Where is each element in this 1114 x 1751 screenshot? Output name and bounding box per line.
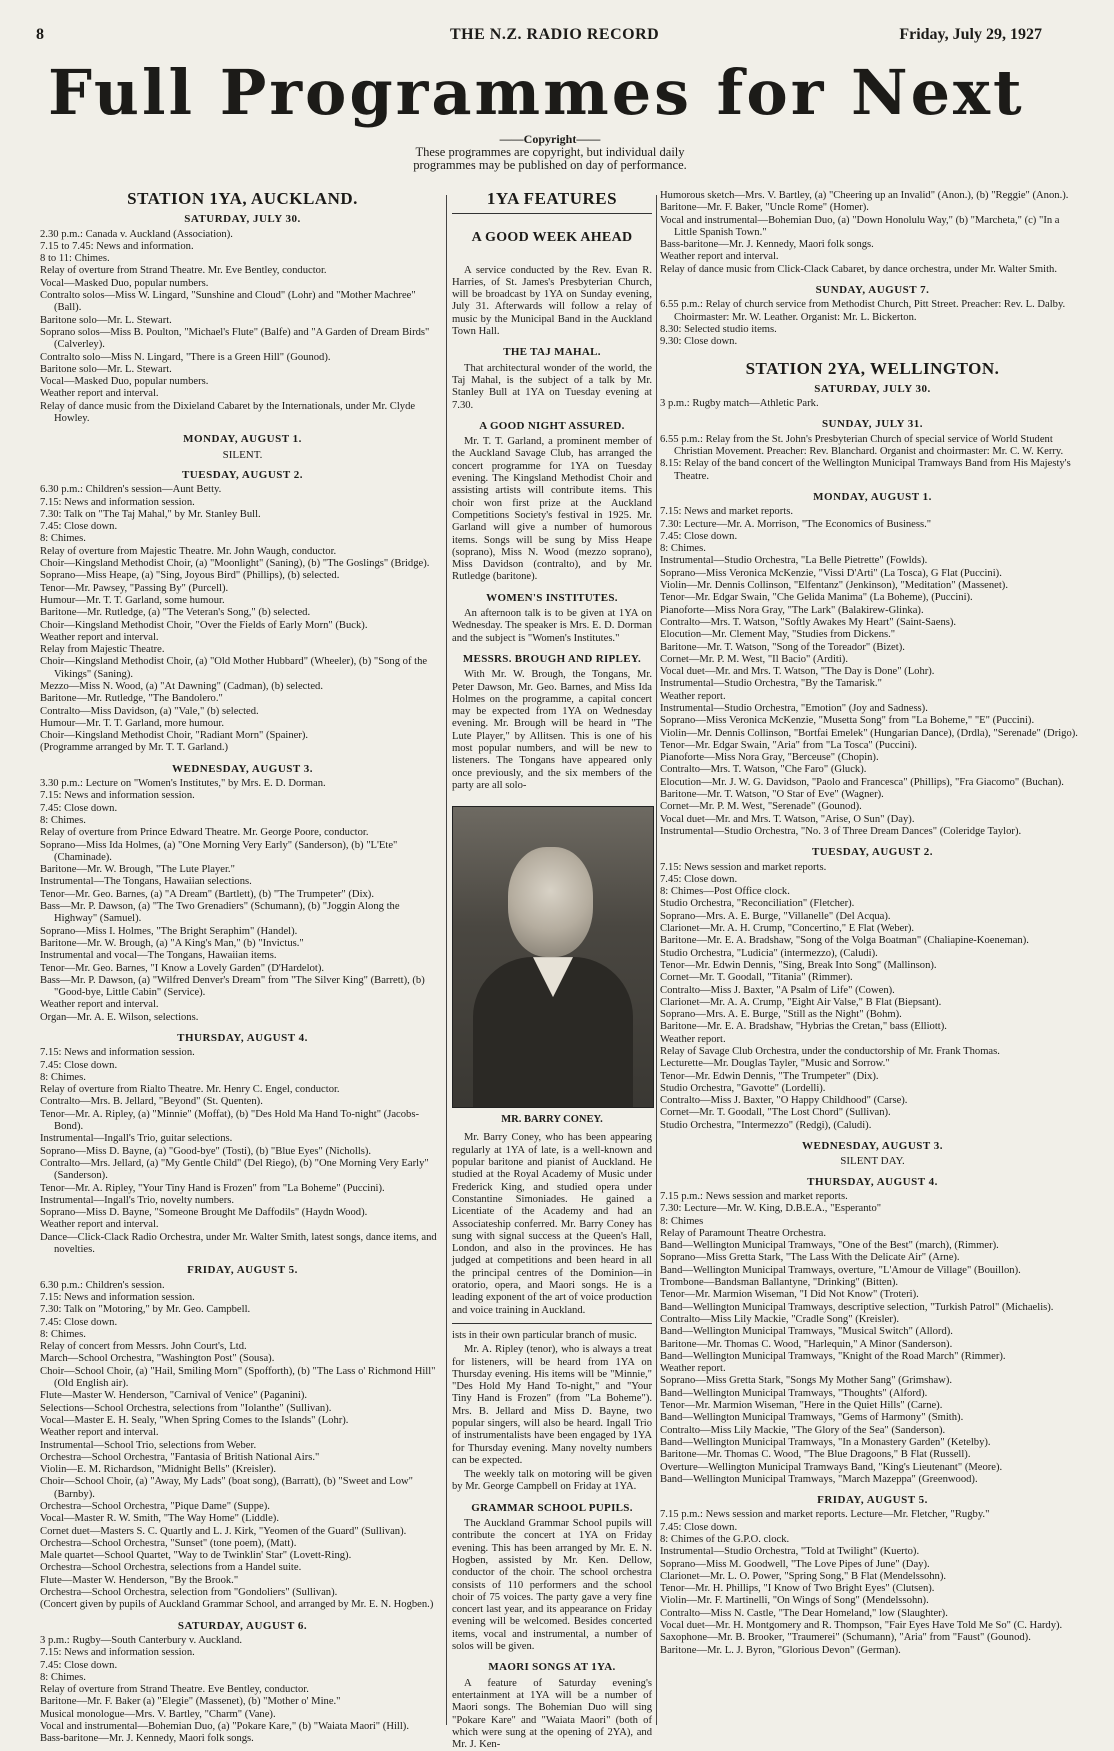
programme-line: Baritone—Mr. W. Brough, (a) "A King's Man," (b) "Invictus." xyxy=(40,937,304,949)
programme-line: Orchestra—School Orchestra, "Fantasia of British National Airs." xyxy=(40,1451,320,1463)
programme-line: Soprano—Miss Heape, (a) "Sing, Joyous Bird" (Phillips), (b) selected. xyxy=(40,570,340,582)
programme-line: Baritone—Mr. Rutledge, (a) "The Veteran's Song," (b) selected. xyxy=(40,607,311,619)
programme-line: 7.15 p.m.: News session and market reports. Lecture—Mr. Fletcher, "Rugby." xyxy=(660,1509,990,1521)
1ya-saturday-continued xyxy=(660,190,1085,276)
programme-line: Contralto—Miss Davidson, (a) "Vale," (b) selected. xyxy=(40,705,259,717)
programme-line: Tenor—Mr. Geo. Barnes, "I Know a Lovely Garden" (D'Hardelot). xyxy=(40,962,324,974)
programme-line: Instrumental—Ingall's Trio, novelty numbers. xyxy=(40,1194,235,1206)
programme-line: Relay of dance music from the Dixieland Cabaret by the Internationals, under Mr. Clyde Howley. xyxy=(40,400,416,425)
programme-line: Weather report. xyxy=(660,1033,726,1045)
programme-line: Humour—Mr. T. T. Garland, more humour. xyxy=(40,717,224,729)
programme-line: Choir—Kingsland Methodist Choir, (a) "Moonlight" (Saning), (b) "The Goslings" (Bridge). xyxy=(40,558,430,570)
column-1ya-programme xyxy=(40,189,445,1745)
programme-line: Clarionet—Mr. A. H. Crump, "Concertino," E Flat (Weber). xyxy=(660,923,915,935)
programme-line: Elocution—Mr. J. W. G. Davidson, "Paolo and Francesca" (Phillips), "Fra Giacomo" (Buchan). xyxy=(660,776,1064,788)
features-title: 1YA FEATURES xyxy=(486,189,618,208)
programme-days-2ya xyxy=(660,383,1085,1657)
section-heading: MESSRS. BROUGH AND RIPLEY. xyxy=(462,652,642,665)
day-heading: MONDAY, AUGUST 1. xyxy=(183,433,302,446)
programme-line: Selections—School Orchestra, selections from "Iolanthe" (Sullivan). xyxy=(40,1402,332,1414)
programme-line: Violin—E. M. Richardson, "Midnight Bells" (Kreisler). xyxy=(40,1464,277,1476)
programme-line: Weather report and interval. xyxy=(40,388,159,400)
station-heading-1ya: STATION 1YA, AUCKLAND. xyxy=(127,189,358,208)
programme-line: Vocal—Masked Duo, popular numbers. xyxy=(40,277,209,289)
programme-line: Relay of concert from Messrs. John Court's, Ltd. xyxy=(40,1341,247,1353)
programme-line: Soprano—Miss I. Holmes, "The Bright Seraphim" (Handel). xyxy=(40,925,298,937)
programme-line: Contralto—Mrs. B. Jellard, "Beyond" (St. Quenten). xyxy=(40,1096,263,1108)
programme-line: Mezzo—Miss N. Wood, (a) "At Dawning" (Cadman), (b) selected. xyxy=(40,680,323,692)
programme-line: Relay of overture from Majestic Theatre. Mr. John Waugh, conductor. xyxy=(40,545,337,557)
programme-line: Soprano—Miss D. Bayne, "Someone Brought Me Daffodils" (Haydn Wood). xyxy=(40,1207,368,1219)
programme-line: 6.55 p.m.: Relay of church service from Methodist Church, Pitt Street. Preacher: Rev. L. Dalby. Choirmaster: Mr. W. Leather. Organist: Mr. L. Bickerton. xyxy=(660,299,1066,323)
programme-line: Tenor—Mr. Marmion Wiseman, "Here in the Quiet Hills" (Carne). xyxy=(660,1400,943,1412)
programme-line: 8: Chimes of the G.P.O. clock. xyxy=(660,1533,790,1545)
programme-line: Cornet—Mr. P. M. West, "Serenade" (Gounod). xyxy=(660,801,862,813)
programme-line: Instrumental—School Trio, selections from Weber. xyxy=(40,1439,257,1451)
programme-line: Baritone solo—Mr. L. Stewart. xyxy=(40,363,172,375)
programme-line: Studio Orchestra, "Ludicia" (intermezzo), (Caludi). xyxy=(660,947,878,959)
programme-line: Instrumental—Studio Orchestra, "La Belle Pietrette" (Fowlds). xyxy=(660,555,928,567)
section-heading: GRAMMAR SCHOOL PUPILS. xyxy=(471,1501,633,1514)
programme-line: Relay of Paramount Theatre Orchestra. xyxy=(660,1227,827,1239)
programme-line: 3.30 p.m.: Lecture on "Women's Institutes," by Mrs. E. D. Dorman. xyxy=(40,778,326,790)
day-heading: SUNDAY, JULY 31. xyxy=(821,418,924,431)
programme-line: Orchestra—School Orchestra, "Sunset" (tone poem), (Matt). xyxy=(40,1537,297,1549)
programme-line: Orchestra—School Orchestra, selections from a Handel suite. xyxy=(40,1562,302,1574)
programme-line: Vocal—Master E. H. Sealy, "When Spring Comes to the Islands" (Lohr). xyxy=(40,1414,349,1426)
programme-line: Baritone—Mr. W. Brough, "The Lute Player." xyxy=(40,864,235,876)
programme-line: Weather report. xyxy=(660,690,726,702)
programme-line: Soprano—Mrs. A. E. Burge, "Villanelle" (Del Acqua). xyxy=(660,910,891,922)
day-heading: SATURDAY, JULY 30. xyxy=(184,213,301,226)
programme-line: Bass-baritone—Mr. J. Kennedy, Maori folk songs. xyxy=(660,239,874,251)
programme-line: Instrumental—Studio Orchestra, "Told at Twilight" (Kuerto). xyxy=(660,1546,920,1558)
programme-line: Choir—Kingsland Methodist Choir, "Over the Fields of Early Morn" (Buck). xyxy=(40,619,368,631)
programme-line: Contralto—Mrs. T. Watson, "Softly Awakes My Heart" (Saint-Saens). xyxy=(660,616,957,628)
programme-line: Contralto—Miss Lily Mackie, "The Glory of the Sea" (Sanderson). xyxy=(660,1424,946,1436)
programme-line: 7.30: Lecture—Mr. W. King, D.B.E.A., "Esperanto" xyxy=(660,1203,882,1215)
article-paragraph: With Mr. W. Brough, the Tongans, Mr. Peter Dawson, Mr. Geo. Barnes, and Miss Ida Holmes on the programme, a capital concert may be expected from 1YA on Wednesday evening. Mr. Brough will be heard in "The Lute Player," by Allitsen. This is one of his most popular numbers, and will be new to listeners. The Tongans have appeared only once previously, and the six members of the party are all solo- xyxy=(452,669,652,791)
programme-line: 7.15: News and information session. xyxy=(40,1647,195,1659)
photo-caption: MR. BARRY CONEY. xyxy=(501,1114,603,1126)
day-heading: FRIDAY, AUGUST 5. xyxy=(187,1264,298,1277)
programme-line: Soprano—Miss Veronica McKenzie, "Musetta Song" from "La Boheme," "E" (Puccini). xyxy=(660,715,1035,727)
programme-line: 8: Chimes. xyxy=(40,1328,86,1340)
programme-line: Contralto—Miss N. Castle, "The Dear Homeland," low (Slaughter). xyxy=(660,1607,948,1619)
page-header xyxy=(30,26,1042,46)
programme-line: Contralto—Mrs. T. Watson, "Che Faro" (Gluck). xyxy=(660,764,867,776)
programme-line: Vocal—Master R. W. Smith, "The Way Home" (Liddle). xyxy=(40,1513,279,1525)
programme-line: 7.45: Close down. xyxy=(40,802,118,814)
programme-line: Band—Wellington Municipal Tramways, "Thoughts" (Alford). xyxy=(660,1387,928,1399)
programme-line: Humorous sketch—Mrs. V. Bartley, (a) "Cheering up an Invalid" (Anon.), (b) "Reggie" (Anon.). xyxy=(660,190,1069,201)
programme-line: 7.15 p.m.: News session and market reports. xyxy=(660,1190,848,1202)
programme-line: Soprano—Mrs. A. E. Burge, "Still as the Night" (Bohm). xyxy=(660,1009,902,1021)
programme-line: Vocal and instrumental—Bohemian Duo, (a) "Down Honolulu Way," (b) "Marcheta," (c) "In a Little Spanish Town." xyxy=(660,214,1060,238)
programme-line: 7.45: Close down. xyxy=(40,1316,118,1328)
programme-line: Pianoforte—Miss Nora Gray, "Berceuse" (Chopin). xyxy=(660,752,879,764)
programme-line: Flute—Master W. Henderson, "Carnival of Venice" (Paganini). xyxy=(40,1390,308,1402)
programme-line: 7.45: Close down. xyxy=(40,521,118,533)
programme-line: 7.15: News session and market reports. xyxy=(660,861,827,873)
programme-line: Tenor—Mr. Edwin Dennis, "Sing, Break Into Song" (Mallinson). xyxy=(660,959,937,971)
programme-line: Studio Orchestra, "Intermezzo" (Redgi), (Caludi). xyxy=(660,1119,872,1131)
programme-line: Soprano—Miss Veronica McKenzie, "Vissi D'Arti" (La Tosca), G Flat (Puccini). xyxy=(660,567,1002,579)
article-paragraph: An afternoon talk is to be given at 1YA on Wednesday. The speaker is Mrs. E. D. Dorman and the subject is "Women's Institutes." xyxy=(452,608,652,644)
programme-line: Bass—Mr. P. Dawson, (a) "Wilfred Denver's Dream" from "The Silver King" (Barrett), (b) "Good-bye, Little Cabin" (Service). xyxy=(40,974,425,999)
programme-line: 7.15: News and information session. xyxy=(40,790,195,802)
day-heading: FRIDAY, AUGUST 5. xyxy=(817,1494,928,1507)
programme-line: Instrumental—Studio Orchestra, "Emotion" (Joy and Sadness). xyxy=(660,702,928,714)
portrait-face xyxy=(508,847,593,957)
programme-line: Vocal duet—Mr. H. Montgomery and R. Thompson, "Fair Eyes Have Told Me So" (C. Hardy). xyxy=(660,1620,1063,1632)
programme-line: Tenor—Mr. H. Phillips, "I Know of Two Bright Eyes" (Clutsen). xyxy=(660,1583,935,1595)
programme-line: 7.45: Close down. xyxy=(660,530,738,542)
programme-line: 8: Chimes. xyxy=(40,814,86,826)
column-rule-right xyxy=(656,195,657,1725)
programme-line: Trombone—Bandsman Ballantyne, "Drinking" (Bitten). xyxy=(660,1277,899,1289)
copyright-notice xyxy=(320,133,780,172)
programme-line: Relay of overture from Strand Theatre. Mr. Eve Bentley, conductor. xyxy=(40,265,327,277)
programme-line: Soprano—Miss Gretta Stark, "Songs My Mother Sang" (Grimshaw). xyxy=(660,1375,953,1387)
programme-line: Weather report and interval. xyxy=(40,999,159,1011)
programme-line: 8: Chimes xyxy=(660,1215,704,1227)
programme-line: Band—Wellington Municipal Tramways, "Knight of the Road March" (Rimmer). xyxy=(660,1350,1006,1362)
programme-line: Instrumental—Studio Orchestra, "By the Tamarisk." xyxy=(660,678,882,690)
programme-line: Lecturette—Mr. Douglas Tayler, "Music and Sorrow." xyxy=(660,1058,890,1070)
programme-line: Weather report and interval. xyxy=(40,1219,159,1231)
silent-notice: SILENT DAY. xyxy=(840,1155,905,1168)
programme-line: Orchestra—School Orchestra, selection from "Gondoliers" (Sullivan). xyxy=(40,1587,338,1599)
programme-line: Baritone—Mr. L. J. Byron, "Glorious Devon" (German). xyxy=(660,1644,901,1656)
programme-line: Instrumental—The Tongans, Hawaiian selections. xyxy=(40,876,252,888)
features-subtitle: A GOOD WEEK AHEAD xyxy=(471,230,633,246)
programme-line: 7.15: News and market reports. xyxy=(660,506,793,518)
programme-line: Choir—School Choir, (a) "Hail, Smiling Morn" (Spofforth), (b) "The Lass o' Richmond Hill" (Old English air). xyxy=(40,1365,436,1390)
divider xyxy=(452,1323,652,1324)
programme-line: Tenor—Mr. Geo. Barnes, (a) "A Dream" (Bartlett), (b) "The Trumpeter" (Dix). xyxy=(40,888,374,900)
programme-line: Tenor—Mr. Pawsey, "Passing By" (Purcell). xyxy=(40,582,229,594)
programme-line: Humour—Mr. T. T. Garland, some humour. xyxy=(40,594,225,606)
programme-line: 8: Chimes. xyxy=(40,533,86,545)
programme-line: Instrumental—Studio Orchestra, "No. 3 of Three Dream Dances" (Coleridge Taylor). xyxy=(660,825,1022,837)
programme-line: Studio Orchestra, "Gavotte" (Lordelli). xyxy=(660,1082,826,1094)
programme-line: 8: Chimes. xyxy=(40,1071,86,1083)
programme-line: 8: Chimes—Post Office clock. xyxy=(660,886,790,898)
programme-line: Saxophone—Mr. B. Brooker, "Traumerei" (Schumann), "Aria" from "Faust" (Gounod). xyxy=(660,1632,1031,1644)
programme-line: Cornet—Mr. T. Goodall, "Titania" (Rimmer). xyxy=(660,972,853,984)
programme-line: March—School Orchestra, "Washington Post" (Sousa). xyxy=(40,1353,275,1365)
1ya-sunday-lines xyxy=(660,299,1085,348)
programme-line: Contralto—Miss Lily Mackie, "Cradle Song" (Kreisler). xyxy=(660,1313,900,1325)
programme-line: 6.55 p.m.: Relay from the St. John's Presbyterian Church of special service of World Student Christian Movement. Preacher: Rev. Blanchard. Organist and choirmaster: Mr. C. W. Kerry. xyxy=(660,433,1064,458)
programme-line: Overture—Wellington Municipal Tramways Band, "King's Lieutenant" (Meore). xyxy=(660,1461,1003,1473)
programme-line: 7.15: News and information session. xyxy=(40,496,195,508)
programme-line: Soprano—Miss Gretta Stark, "The Lass With the Delicate Air" (Arne). xyxy=(660,1252,960,1264)
programme-line: 7.15 to 7.45: News and information. xyxy=(40,240,194,252)
programme-line: Organ—Mr. A. E. Wilson, selections. xyxy=(40,1011,199,1023)
day-heading: SATURDAY, JULY 30. xyxy=(814,382,931,395)
programme-line: Instrumental—Ingall's Trio, guitar selections. xyxy=(40,1133,233,1145)
programme-line: Orchestra—School Orchestra, "Pique Dame" (Suppe). xyxy=(40,1500,270,1512)
copyright-line-2: programmes may be published on day of performance. xyxy=(413,158,687,172)
programme-line: Weather report. xyxy=(660,1363,726,1375)
programme-line: Violin—Mr. F. Martinelli, "On Wings of Song" (Mendelssohn). xyxy=(660,1595,929,1607)
day-heading: WEDNESDAY, AUGUST 3. xyxy=(801,1140,944,1153)
day-heading: SATURDAY, AUGUST 6. xyxy=(177,1619,308,1632)
programme-line: Soprano—Miss D. Bayne, (a) "Good-bye" (Tosti), (b) "Blue Eyes" (Nicholls). xyxy=(40,1145,372,1157)
programme-line: Cornet duet—Masters S. C. Quartly and L. J. Kirk, "Yeomen of the Guard" (Sullivan). xyxy=(40,1525,407,1537)
programme-line: Baritone—Mr. Rutledge, "The Bandolero." xyxy=(40,693,223,705)
article-paragraph: The Auckland Grammar School pupils will contribute the concert at 1YA on Friday evening. This has been arranged by Mr. E. N. Hogben, assisted by Mr. Ken. Dellow, conductor of the choir. The school orchestra consists of 110 performers and the school choir of 75 voices. The party gave a very fine concert last year, and its appearance on Friday evening will be welcomed. Besides concerted items, vocal and instrumental, a number of solos will be given. xyxy=(452,1518,652,1653)
programme-line: Weather report and interval. xyxy=(40,631,159,643)
programme-line: Tenor—Mr. Edgar Swain, "Aria" from "La Tosca" (Puccini). xyxy=(660,739,917,751)
day-heading: TUESDAY, AUGUST 2. xyxy=(811,846,934,859)
divider xyxy=(452,213,652,214)
silent-notice: SILENT. xyxy=(222,448,263,461)
programme-line: 7.45: Close down. xyxy=(40,1059,118,1071)
programme-line: Contralto—Miss J. Baxter, "A Psalm of Life" (Cowen). xyxy=(660,984,895,996)
programme-line: Choir—Kingsland Methodist Choir, (a) "Old Mother Hubbard" (Wheeler), (b) "Song of the Vikings" (Saning). xyxy=(40,656,428,680)
programme-line: Baritone—Mr. F. Baker, "Uncle Rome" (Homer). xyxy=(660,202,869,214)
programme-line: 8: Chimes. xyxy=(40,1671,86,1683)
programme-line: 8.30: Selected studio items. xyxy=(660,323,777,335)
programme-line: Band—Wellington Municipal Tramways, "One of the Best" (march), (Rimmer). xyxy=(660,1240,999,1252)
programme-line: 7.45: Close down. xyxy=(40,1659,118,1671)
programme-line: Cornet—Mr. T. Goodall, "The Lost Chord" (Sullivan). xyxy=(660,1107,891,1119)
programme-line: Instrumental and vocal—The Tongans, Hawaiian items. xyxy=(40,950,277,962)
programme-line: 7.15: News and information session. xyxy=(40,1047,195,1059)
programme-line: (Concert given by pupils of Auckland Grammar School, and arranged by Mr. E. N. Hogben.) xyxy=(40,1599,434,1611)
programme-line: Bass—Mr. P. Dawson, (a) "The Two Grenadiers" (Schumann), (b) "Joggin Along the Highway" (Samuel). xyxy=(40,901,400,925)
programme-line: 7.45: Close down. xyxy=(660,1521,738,1533)
programme-line: Vocal duet—Mr. and Mrs. T. Watson, "Arise, O Sun" (Day). xyxy=(660,813,915,825)
programme-line: Relay of overture from Prince Edward Theatre. Mr. George Poore, conductor. xyxy=(40,827,369,839)
programme-line: Soprano—Miss M. Goodwell, "The Love Pipes of June" (Day). xyxy=(660,1558,930,1570)
article-paragraph: A feature of Saturday evening's entertainment at 1YA will be a number of Maori songs. The Bohemian Duo will sing "Pokare Kare" and "Waiata Maori" (both of which were sung at the opening of 2YA), and Mr. J. Ken- xyxy=(452,1677,652,1751)
programme-line: Contralto—Miss J. Baxter, "O Happy Childhood" (Carse). xyxy=(660,1095,908,1107)
programme-line: 6.30 p.m.: Children's session—Aunt Betty. xyxy=(40,484,222,496)
programme-line: Baritone—Mr. T. Watson, "Song of the Toreador" (Bizet). xyxy=(660,641,905,653)
programme-line: Tenor—Mr. A. Ripley, "Your Tiny Hand is Frozen" from "La Boheme" (Puccini). xyxy=(40,1182,385,1194)
programme-line: Band—Wellington Municipal Tramways, overture, "L'Amour de Village" (Bouillon). xyxy=(660,1264,1021,1276)
programme-line: Baritone—Mr. F. Baker (a) "Elegie" (Massenet), (b) "Mother o' Mine." xyxy=(40,1696,341,1708)
programme-line: 8.15: Relay of the band concert of the Wellington Municipal Tramways Band from His Majesty's Theatre. xyxy=(660,458,1071,482)
programme-line: Tenor—Mr. Edwin Dennis, "The Trumpeter" (Dix). xyxy=(660,1070,879,1082)
article-paragraph: A service conducted by the Rev. Evan R. Harries, of St. James's Presbyterian Church, will be broadcast by 1YA on Sunday evening, July 31. Afterwards will follow a relay of music by the Municipal Band in the Auckland Town Hall. xyxy=(452,264,652,338)
column-1ya-2ya-programme xyxy=(660,190,1085,1735)
programme-line: Band—Wellington Municipal Tramways, "March Mazeppa" (Greenwood). xyxy=(660,1473,978,1485)
article-paragraph: ists in their own particular branch of music. xyxy=(452,1329,637,1341)
programme-line: Band—Wellington Municipal Tramways, descriptive selection, "Turkish Patrol" (Michaelis). xyxy=(660,1301,1054,1313)
article-paragraph: The weekly talk on motoring will be given by Mr. George Campbell on Friday at 1YA. xyxy=(452,1469,652,1493)
station-heading-2ya: STATION 2YA, WELLINGTON. xyxy=(745,358,1000,378)
programme-line: Baritone—Mr. T. Watson, "O Star of Eve" (Wagner). xyxy=(660,789,884,801)
programme-line: Soprano—Miss Ida Holmes, (a) "One Morning Very Early" (Sanderson), (b) "L'Ete" (Chaminade). xyxy=(40,839,398,863)
article-paragraph: Mr. T. T. Garland, a prominent member of the Auckland Savage Club, has arranged the concert programme for 1YA on Tuesday evening. The Kingsland Methodist Choir and assisting artists will contribute items. This choir won first prize at the Auckland Competitions Society's festival in 1925. Mr. Garland will give a number of humorous items. Songs will be sung by Miss Heape (soprano), Miss N. Wood (mezzo soprano), Miss Davidson (contralto), and by Mr. Rutledge (baritone). xyxy=(452,436,652,583)
programme-line: 7.30: Talk on "The Taj Mahal," by Mr. Stanley Bull. xyxy=(40,508,261,520)
programme-line: Bass-baritone—Mr. J. Kennedy, Maori folk songs. xyxy=(40,1733,254,1745)
programme-line: Dance—Click-Clack Radio Orchestra, under Mr. Walter Smith, latest songs, dance items, and novelties. xyxy=(40,1231,437,1256)
article-paragraph: Mr. A. Ripley (tenor), who is always a treat for listeners, will be heard from 1YA on Thursday evening. His items will be "Minnie," "Des Hold My Hand To-night," and "Your Tiny Hand is Frozen" (from "La Boheme"). Mrs. B. Jellard and Miss D. Bayne, two popular singers, will also be heard. Ingall Trio of instrumentalists have been engaged by 1YA for Thursday evening. Many novelty numbers can be expected. xyxy=(452,1344,652,1466)
programme-line: Male quartet—School Quartet, "Way to de Twinklin' Star" (Lovett-Ring). xyxy=(40,1550,352,1562)
programme-line: Violin—Mr. Dennis Collinson, "Bortfai Emelek" (Hungarian Dance), (Drdla), "Serenade" (Drigo). xyxy=(660,727,1078,739)
programme-line: 6.30 p.m.: Children's session. xyxy=(40,1279,165,1291)
programme-line: Relay of dance music from Click-Clack Cabaret, by dance orchestra, under Mr. Walter Smith. xyxy=(660,263,1057,275)
section-heading: MAORI SONGS AT 1YA. xyxy=(488,1661,616,1674)
programme-line: Contralto solos—Miss W. Lingard, "Sunshine and Cloud" (Lohr) and "Mother Machree" (Ball). xyxy=(40,290,416,314)
programme-line: Musical monologue—Mrs. V. Bartley, "Charm" (Vane). xyxy=(40,1708,276,1720)
programme-line: 2.30 p.m.: Canada v. Auckland (Association). xyxy=(40,228,233,240)
section-heading: THE TAJ MAHAL. xyxy=(503,346,601,359)
programme-line: Baritone solo—Mr. L. Stewart. xyxy=(40,314,172,326)
copyright-heading: ——Copyright—— xyxy=(499,132,601,146)
programme-line: Contralto—Mrs. Jellard, (a) "My Gentle Child" (Del Riego), (b) "One Morning Very Early" (Sanderson). xyxy=(40,1157,429,1182)
programme-line: 7.30: Talk on "Motoring," by Mr. Geo. Campbell. xyxy=(40,1304,251,1316)
programme-line: Soprano solos—Miss B. Poulton, "Michael's Flute" (Balfe) and "A Garden of Dream Birds" (Calverley). xyxy=(40,326,430,351)
programme-line: Relay from Majestic Theatre. xyxy=(40,644,165,656)
page-title: Full Programmes for Next xyxy=(48,56,1025,129)
programme-line: Baritone—Mr. E. A. Bradshaw, "Song of the Volga Boatman" (Chaliapine-Koeneman). xyxy=(660,935,1029,947)
programme-line: Relay of overture from Strand Theatre. Eve Bentley, conductor. xyxy=(40,1684,309,1696)
programme-line: Vocal and instrumental—Bohemian Duo, (a) "Pokare Kare," (b) "Waiata Maori" (Hill). xyxy=(40,1721,409,1733)
programme-line: Baritone—Mr. Thomas C. Wood, "The Blue Dragoons," B Flat (Russell). xyxy=(660,1449,971,1461)
programme-line: 7.45: Close down. xyxy=(660,873,738,885)
programme-line: Clarionet—Mr. L. O. Power, "Spring Song," B Flat (Mendelssohn). xyxy=(660,1570,947,1582)
programme-line: 7.30: Lecture—Mr. A. Morrison, "The Economics of Business." xyxy=(660,518,932,530)
programme-line: Baritone—Mr. Thomas C. Wood, "Harlequin," A Minor (Sanderson). xyxy=(660,1338,953,1350)
programme-line: Tenor—Mr. Edgar Swain, "Che Gelida Manima" (La Boheme), (Puccini). xyxy=(660,592,973,604)
portrait-photo xyxy=(452,806,654,1108)
programme-line: Cornet—Mr. P. M. West, "Il Bacio" (Arditi). xyxy=(660,653,848,665)
day-heading: THURSDAY, AUGUST 4. xyxy=(177,1032,308,1044)
programme-line: Vocal duet—Mr. and Mrs. T. Watson, "The Day is Done" (Lohr). xyxy=(660,666,935,678)
programme-line: Baritone—Mr. E. A. Bradshaw, "Hybrias the Cretan," bass (Elliott). xyxy=(660,1021,947,1033)
programme-line: Tenor—Mr. Marmion Wiseman, "I Did Not Know" (Troteri). xyxy=(660,1289,919,1301)
day-heading: TUESDAY, AUGUST 2. xyxy=(181,468,304,481)
programme-line: Choir—School Choir, (a) "Away, My Lads" (boat song), (Barratt), (b) "Sweet and Low" (Barnby). xyxy=(40,1476,413,1500)
programme-line: Contralto solo—Miss N. Lingard, "There is a Green Hill" (Gounod). xyxy=(40,351,331,363)
article-paragraph: Mr. Barry Coney, who has been appearing regularly at 1YA of late, is a well-known and popular baritone and pianist of Auckland. He studied at the Royal Academy of Music under Frederick King, and studied opera under Constantine Simoniades. He gained a Licentiate of the Academy and had an Associateship conferred. Mr. Barry Coney has sung with signal success at the Queen's Hall, London, and also in the provinces. He has judged at competitions and been heard in all the principal centres of the Dominion—in oratorio, opera, and Maori songs. He is a leading exponent of the art of voice production and voice training in Auckland. xyxy=(452,1132,652,1316)
programme-line: Elocution—Mr. Clement May, "Studies from Dickens." xyxy=(660,629,896,641)
publication-name: THE N.Z. RADIO RECORD xyxy=(450,26,660,43)
page-number: 8 xyxy=(36,26,44,43)
programme-line: Band—Wellington Municipal Tramways, "In a Monastery Garden" (Ketelby). xyxy=(660,1436,991,1448)
programme-line: Pianoforte—Miss Nora Gray, "The Lark" (Balakirew-Glinka). xyxy=(660,604,924,616)
programme-line: Vocal—Masked Duo, popular numbers. xyxy=(40,376,209,388)
programme-line: Studio Orchestra, "Reconciliation" (Fletcher). xyxy=(660,898,855,910)
programme-line: 7.15: News and information session. xyxy=(40,1291,195,1303)
programme-line: Tenor—Mr. A. Ripley, (a) "Minnie" (Moffat), (b) "Des Hold Ma Hand To-night" (Jacobs-Bond). xyxy=(40,1108,419,1133)
article-paragraph: That architectural wonder of the world, the Taj Mahal, is the subject of a talk by Mr. Stanley Bull at 1YA on Tuesday evening at 7.30. xyxy=(452,362,652,411)
programme-line: Band—Wellington Municipal Tramways, "Musical Switch" (Allord). xyxy=(660,1326,953,1338)
programme-line: 3 p.m.: Rugby—South Canterbury v. Auckland. xyxy=(40,1634,243,1646)
programme-line: 8 to 11: Chimes. xyxy=(40,253,110,265)
section-heading: WOMEN'S INSTITUTES. xyxy=(486,591,618,604)
column-1ya-features xyxy=(452,189,652,1751)
programme-line: Flute—Master W. Henderson, "By the Brook." xyxy=(40,1574,239,1586)
programme-days-1ya xyxy=(40,213,445,1745)
programme-line: 9.30: Close down. xyxy=(660,336,738,348)
day-heading: THURSDAY, AUGUST 4. xyxy=(807,1175,938,1188)
day-heading: SUNDAY, AUGUST 7. xyxy=(815,284,930,297)
programme-line: Choir—Kingsland Methodist Choir, "Radiant Morn" (Spainer). xyxy=(40,730,309,742)
programme-line: Band—Wellington Municipal Tramways, "Gems of Harmony" (Smith). xyxy=(660,1412,964,1424)
programme-line: Clarionet—Mr. A. A. Crump, "Eight Air Valse," B Flat (Biepsant). xyxy=(660,996,942,1008)
programme-line: 3 p.m.: Rugby match—Athletic Park. xyxy=(660,398,819,410)
issue-date: Friday, July 29, 1927 xyxy=(899,26,1042,43)
day-heading: MONDAY, AUGUST 1. xyxy=(813,490,932,503)
programme-line: Violin—Mr. Dennis Collinson, "Elfentanz" (Jenkinson), "Meditation" (Massenet). xyxy=(660,580,1008,592)
programme-line: (Programme arranged by Mr. T. T. Garland.) xyxy=(40,742,229,754)
copyright-line-1: These programmes are copyright, but individual daily xyxy=(415,145,685,159)
section-heading: A GOOD NIGHT ASSURED. xyxy=(479,419,625,432)
programme-line: Weather report and interval. xyxy=(40,1427,159,1439)
programme-line: Relay of Savage Club Orchestra, under the conductorship of Mr. Frank Thomas. xyxy=(660,1046,1000,1057)
day-heading: WEDNESDAY, AUGUST 3. xyxy=(171,762,314,775)
programme-line: 8: Chimes. xyxy=(660,543,706,555)
column-rule-left xyxy=(446,195,447,1725)
programme-line: Weather report and interval. xyxy=(660,251,779,263)
programme-line: Relay of overture from Rialto Theatre. Mr. Henry C. Engel, conductor. xyxy=(40,1084,340,1096)
